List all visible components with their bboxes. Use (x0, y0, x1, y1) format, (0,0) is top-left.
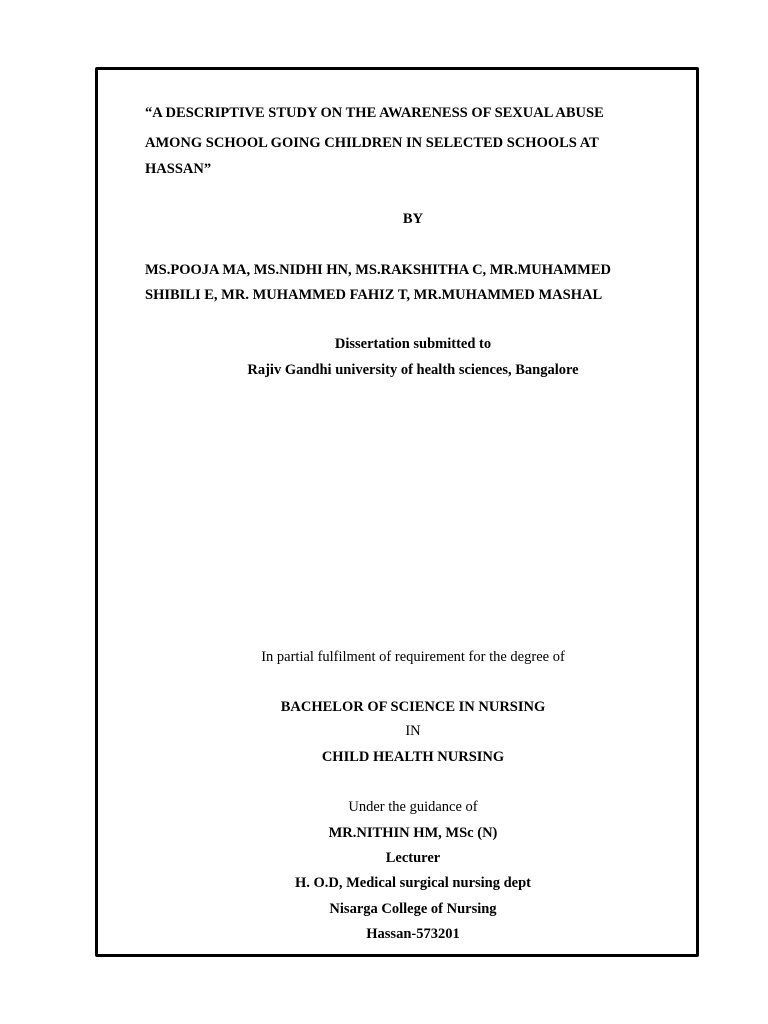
guide-department: H. O.D, Medical surgical nursing dept (294, 875, 532, 891)
title-line-1: “A DESCRIPTIVE STUDY ON THE AWARENESS OF SEXUAL ABUSE (145, 105, 604, 121)
by-label: BY (402, 211, 424, 227)
authors-line-1: MS.POOJA MA, MS.NIDHI HN, MS.RAKSHITHA C, MR.MUHAMMED (145, 262, 612, 278)
college-name: Nisarga College of Nursing (329, 901, 497, 917)
title-line-2: AMONG SCHOOL GOING CHILDREN IN SELECTED SCHOOLS AT (145, 135, 599, 151)
degree-in-label: IN (405, 723, 421, 739)
degree-intro: In partial fulfilment of requirement for the degree of (261, 649, 565, 665)
degree-specialty: CHILD HEALTH NURSING (321, 749, 505, 765)
degree-name: BACHELOR OF SCIENCE IN NURSING (280, 699, 546, 715)
submission-line-2: Rajiv Gandhi university of health sciences, Bangalore (247, 362, 579, 378)
guidance-intro: Under the guidance of (348, 799, 478, 815)
title-line-3: HASSAN” (145, 161, 212, 177)
authors-line-2: SHIBILI E, MR. MUHAMMED FAHIZ T, MR.MUHAMMED MASHAL (145, 287, 603, 303)
guide-designation: Lecturer (385, 850, 441, 866)
guide-name: MR.NITHIN HM, MSc (N) (328, 825, 498, 841)
college-location: Hassan-573201 (366, 926, 460, 942)
submission-line-1: Dissertation submitted to (334, 336, 492, 352)
